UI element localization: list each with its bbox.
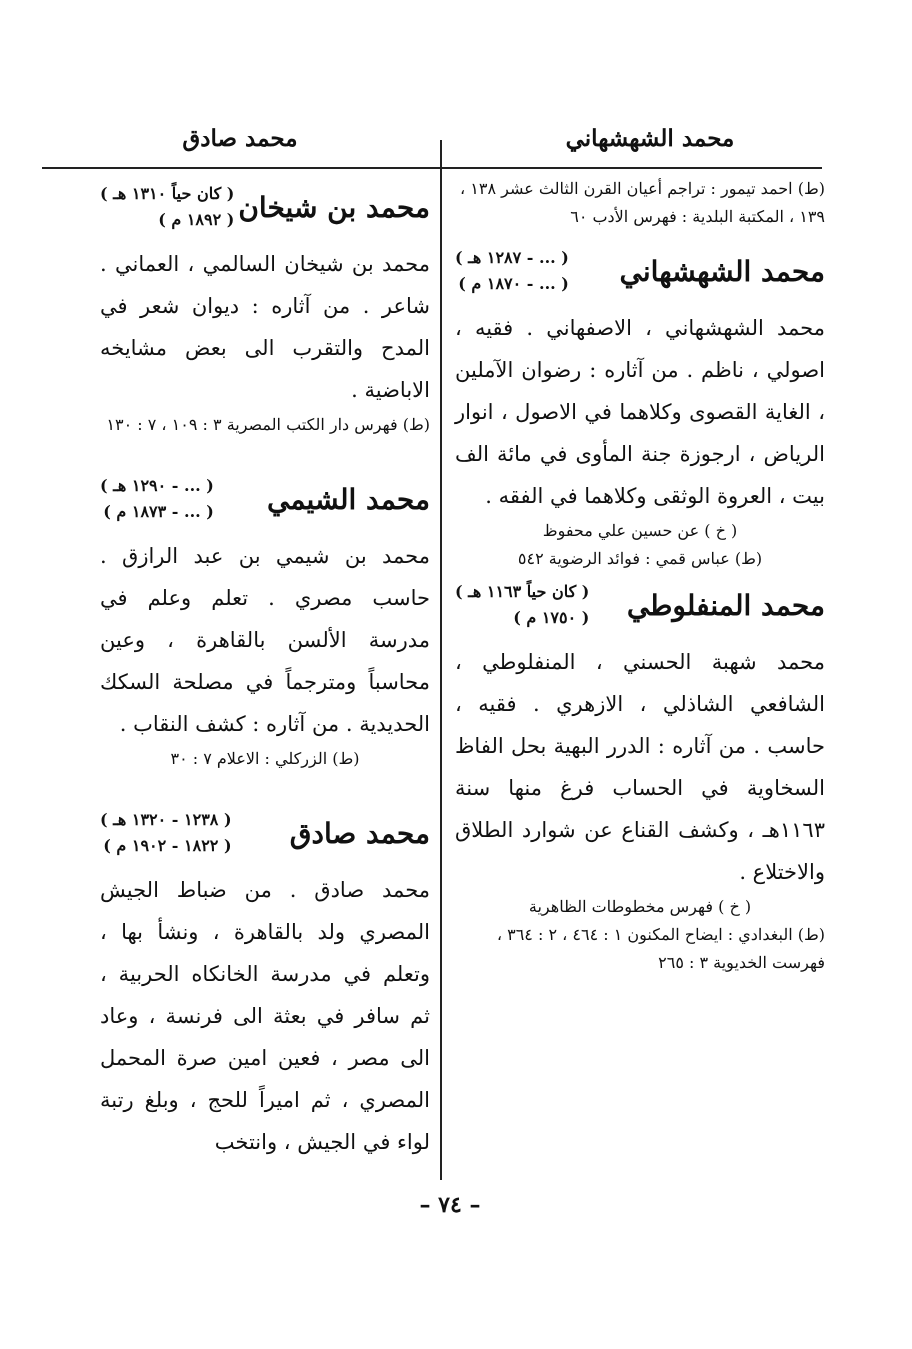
entry-dates bbox=[100, 473, 214, 525]
entry-reference: (ط) البغدادي : ايضاح المكنون ١ : ٤٦٤ ، ٢ : ٣٦٤ ، فهرست الخديوية ٣ : ٢٦٥ bbox=[496, 925, 825, 972]
date-hijri: ( ... - ١٢٩٠ هـ ) bbox=[100, 476, 214, 495]
entry-heading bbox=[100, 181, 430, 233]
entry-body: محمد شهبة الحسني ، المنفلوطي ، الشافعي الشاذلي ، الازهري . فقيه ، حاسب . من آثاره : الدرر البهية بحل الفاظ السخاوية في الحساب فرغ منها سنة ١١٦٣هـ ، وكشف القناع عن شوارد الطلاق والاختلاع . bbox=[455, 650, 825, 884]
right-column bbox=[455, 175, 825, 977]
continued-reference: (ط) احمد تيمور : تراجم أعيان القرن الثالث عشر ١٣٨ ، ١٣٩ ، المكتبة البلدية : فهرس الأدب ٦٠ bbox=[460, 179, 825, 226]
entry-name: محمد الشهشهاني bbox=[619, 254, 825, 288]
entry-reference: ( خ ) عن حسين علي محفوظ bbox=[542, 521, 738, 540]
date-hijri: ( كان حياً ١١٦٣ هـ ) bbox=[455, 582, 590, 601]
entry-reference: (ط) عباس قمي : فوائد الرضوية ٥٤٢ bbox=[517, 549, 763, 568]
entry-body: محمد صادق . من ضباط الجيش المصري ولد بالقاهرة ، ونشأ بها ، وتعلم في مدرسة الخانكاه الحربية ، ثم سافر في بعثة الى فرنسة ، وعاد الى مصر ، فعين امين صرة المحمل المصري ، ثم اميراً للحج ، وبلغ رتبة لواء في الجيش ، وانتخب bbox=[100, 878, 430, 1154]
entry-body: محمد بن شيخان السالمي ، العماني . شاعر . من آثاره : ديوان شعر في المدح والتقرب الى بعض مشايخه الاباضية . bbox=[100, 252, 430, 402]
left-column bbox=[100, 175, 430, 1163]
entry-name: محمد المنفلوطي bbox=[626, 588, 825, 622]
page-number: – ٧٤ – bbox=[419, 1192, 481, 1218]
date-gregorian: ( ١٨٢٢ - ١٩٠٢ م ) bbox=[103, 836, 232, 855]
entry-body: محمد بن شيمي بن عبد الرازق . حاسب مصري . تعلم وعلم في مدرسة الألسن بالقاهرة ، وعين محاسباً ومترجماً في مصلحة السكك الحديدية . من آثاره : كشف النقاب . bbox=[100, 544, 430, 736]
entry-reference: (ط) فهرس دار الكتب المصرية ٣ : ١٠٩ ، ٧ : ١٣٠ bbox=[106, 415, 430, 434]
entry-reference: (ط) الزركلي : الاعلام ٧ : ٣٠ bbox=[170, 749, 360, 768]
entry-heading bbox=[455, 579, 825, 631]
date-gregorian: ( ... - ١٨٧٣ م ) bbox=[103, 502, 214, 521]
date-hijri: ( ... - ١٢٨٧ هـ ) bbox=[455, 248, 569, 267]
column-divider bbox=[440, 140, 442, 1180]
date-gregorian: ( ... - ١٨٧٠ م ) bbox=[458, 274, 569, 293]
entry-dates bbox=[100, 181, 234, 233]
date-gregorian: ( ١٨٩٢ م ) bbox=[158, 210, 235, 229]
header-rule bbox=[42, 167, 822, 169]
date-gregorian: ( ١٧٥٠ م ) bbox=[513, 608, 590, 627]
entry-name: محمد بن شيخان bbox=[238, 190, 430, 224]
entry-sadiq bbox=[100, 807, 430, 1163]
entry-shaymi bbox=[100, 473, 430, 773]
entry-reference: ( خ ) فهرس مخطوطات الظاهرية bbox=[528, 897, 752, 916]
entry-dates bbox=[455, 579, 589, 631]
entry-manfaluti bbox=[455, 579, 825, 977]
entry-heading bbox=[455, 245, 825, 297]
entry-shahshahani bbox=[455, 245, 825, 573]
entry-dates bbox=[100, 807, 232, 859]
running-header-right: محمد الشهشهاني bbox=[565, 125, 735, 152]
entry-body: محمد الشهشهاني ، الاصفهاني . فقيه ، اصولي ، ناظم . من آثاره : رضوان الآملين ، الغاية القصوى وكلاهما في الاصول ، انوار الرياض ، ارجوزة جنة المأوى في مائة الف بيت ، العروة الوثقى وكلاهما في الفقه . bbox=[455, 316, 825, 508]
entry-heading bbox=[100, 473, 430, 525]
entry-name: محمد الشيمي bbox=[267, 482, 430, 516]
entry-heading bbox=[100, 807, 430, 859]
date-hijri: ( كان حياً ١٣١٠ هـ ) bbox=[100, 184, 235, 203]
entry-ibn-shaykhan bbox=[100, 181, 430, 439]
entry-dates bbox=[455, 245, 569, 297]
date-hijri: ( ١٢٣٨ - ١٣٢٠ هـ ) bbox=[100, 810, 232, 829]
running-header-left: محمد صادق bbox=[182, 125, 298, 152]
entry-name: محمد صادق bbox=[289, 816, 430, 850]
